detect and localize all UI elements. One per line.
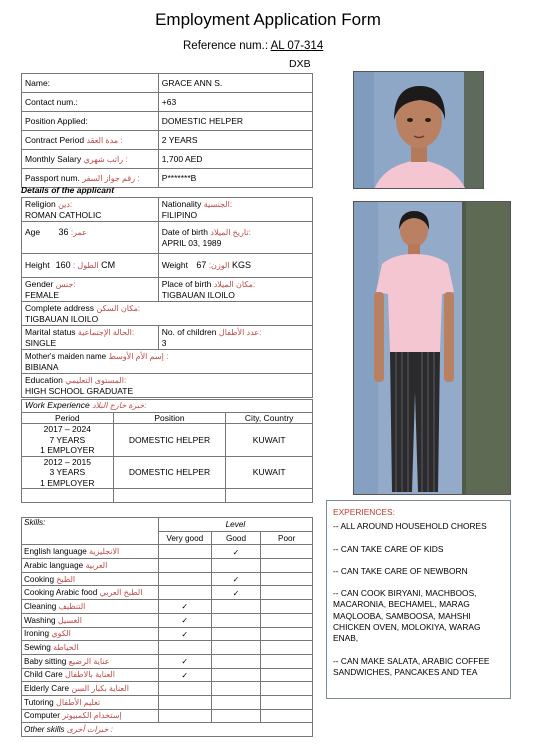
height-cell: Height الطول : 160 CM [22, 254, 159, 278]
reference-line [183, 40, 323, 52]
skill-level-poor [261, 545, 313, 559]
skill-row [22, 572, 313, 586]
skill-row [22, 682, 313, 696]
experience-item: -- CAN COOK BIRYANI, MACHBOOS, MACARONIA, BECHAMEL, MARAG MAQLOOBA, SAMBOOSA, MAHSHI CHICKEN OVEN, MOLOKIYA, WARAG ENAB, [333, 588, 481, 644]
skill-row [22, 709, 313, 723]
skill-name: Washing الغسيل [22, 613, 159, 627]
applicant-full-body-photo [353, 201, 511, 495]
skill-level-poor [261, 600, 313, 614]
form-title: Employment Application Form [155, 10, 381, 29]
skill-level-very-good [158, 572, 211, 586]
passport-value: P*******B [158, 169, 312, 188]
skill-level-poor [261, 641, 313, 655]
education-cell: Education المستوى التعليمي: HIGH SCHOOL GRADUATE [22, 374, 313, 398]
skill-row [22, 695, 313, 709]
skill-row [22, 627, 313, 641]
work-row [22, 424, 313, 457]
full-body-illustration [354, 202, 511, 495]
skill-row [22, 613, 313, 627]
col-city: City, Country [226, 412, 313, 424]
marital-cell: Marital status الحالة الإجتماعية: SINGLE [22, 326, 159, 350]
skill-level-poor [261, 709, 313, 723]
mother-cell: Mother's maiden name إسم الأم الأوسط : BIBIANA [22, 350, 313, 374]
skill-level-poor [261, 627, 313, 641]
skill-level-very-good [158, 654, 211, 668]
reference-label: Reference num.: [183, 40, 269, 52]
contract-label: Contract Period مدة العقد : [22, 131, 159, 150]
salary-label: Monthly Salary راتب شهري : [22, 150, 159, 169]
children-cell: No. of children عدد الأطفال: 3 [158, 326, 312, 350]
skill-level-very-good [158, 600, 211, 614]
work-position: DOMESTIC HELPER [113, 424, 226, 457]
skill-level-poor [261, 654, 313, 668]
contact-value: +63 [158, 93, 312, 112]
children-value: 3 [161, 338, 167, 348]
skill-level-good [211, 586, 261, 600]
skill-level-good [211, 641, 261, 655]
gender-cell: Gender جنس: FEMALE [22, 278, 159, 302]
skill-row [22, 600, 313, 614]
applicant-portrait-photo [353, 71, 484, 189]
basic-row-contract [22, 131, 313, 150]
gender-value: FEMALE [25, 290, 60, 300]
contact-label: Contact num.: [22, 93, 159, 112]
skill-level-good [211, 600, 261, 614]
skill-level-very-good [158, 682, 211, 696]
level-heading: Level [158, 518, 312, 532]
col-poor: Poor [261, 531, 313, 545]
religion-cell: Religion دين: ROMAN CATHOLIC [22, 198, 159, 222]
check-icon: ✓ [181, 602, 189, 612]
skill-rows [22, 545, 313, 723]
applicant-details-heading: Details of the applicant [21, 185, 115, 195]
skill-name: Computer إستخدام الكمبيوتر [22, 709, 159, 723]
col-very-good: Very good [158, 531, 211, 545]
age-cell: Age عمر: 36 [22, 222, 159, 254]
skill-level-poor [261, 668, 313, 682]
skill-level-good [211, 695, 261, 709]
check-icon: ✓ [181, 657, 189, 667]
skill-level-good [211, 627, 261, 641]
address-cell: Complete address مكان السكن: TIGBAUAN ILOILO [22, 302, 313, 326]
skill-level-very-good [158, 641, 211, 655]
skill-level-very-good [158, 586, 211, 600]
branch-code: DXB [289, 58, 311, 70]
skill-name: Cooking Arabic food الطبخ العربي [22, 586, 159, 600]
contract-value: 2 YEARS [158, 131, 312, 150]
col-period: Period [22, 412, 114, 424]
dob-value: APRIL 03, 1989 [161, 238, 222, 248]
name-label: Name: [22, 74, 159, 93]
skill-level-very-good [158, 613, 211, 627]
weight-cell: Weight الوزن: 67 KGS [158, 254, 312, 278]
basic-row-salary [22, 150, 313, 169]
skill-level-very-good [158, 695, 211, 709]
skill-name: English language الانجليزية [22, 545, 159, 559]
experiences-heading: EXPERIENCES: [333, 507, 395, 517]
skill-level-good [211, 559, 261, 573]
work-heading: Work Experience خبرة خارج البلاد: [22, 400, 313, 413]
pob-cell: Place of birth مكان الميلاد: TIGBAUAN ILOILO [158, 278, 312, 302]
skill-level-poor [261, 586, 313, 600]
passport-label: Passport num. رقم جواز السفر : [22, 169, 159, 188]
work-row [22, 456, 313, 489]
work-position: DOMESTIC HELPER [113, 456, 226, 489]
skill-level-good [211, 682, 261, 696]
salary-label-ar: راتب شهري : [83, 155, 128, 164]
skill-level-poor [261, 572, 313, 586]
nationality-value: FILIPINO [161, 210, 198, 220]
religion-value: ROMAN CATHOLIC [25, 210, 102, 220]
experience-item: -- CAN TAKE CARE OF KIDS [333, 543, 444, 554]
position-label: Position Applied: [22, 112, 159, 131]
skill-name: Child Care العناية بالاطفال [22, 668, 159, 682]
dob-cell: Date of birth تاريخ الميلاد: APRIL 03, 1989 [158, 222, 312, 254]
skill-name: Tutoring تعليم الأطفال [22, 695, 159, 709]
skill-row [22, 586, 313, 600]
skill-name: Cooking الطبخ [22, 572, 159, 586]
address-value: TIGBAUAN ILOILO [25, 314, 99, 324]
passport-label-ar: رقم جواز السفر : [82, 174, 140, 183]
skill-level-very-good [158, 709, 211, 723]
check-icon: ✓ [232, 575, 240, 585]
work-period: 2012 – 2015 3 YEARS 1 EMPLOYER [22, 456, 114, 489]
skills-heading: Skills: [22, 518, 159, 545]
basic-row-position [22, 112, 313, 131]
skill-level-poor [261, 682, 313, 696]
work-experience-table [21, 399, 313, 503]
skill-level-poor [261, 695, 313, 709]
col-good: Good [211, 531, 261, 545]
basic-row-contact [22, 93, 313, 112]
reference-number: AL 07-314 [270, 40, 324, 52]
skill-level-good [211, 709, 261, 723]
experiences-box [326, 500, 511, 699]
height-value: 160 CM [55, 260, 116, 270]
work-period: 2017 – 2024 7 YEARS 1 EMPLOYER [22, 424, 114, 457]
skill-name: Cleaning التنظيف [22, 600, 159, 614]
other-skills: Other skills خبرات أخرى : [22, 723, 313, 737]
skill-row [22, 545, 313, 559]
check-icon: ✓ [232, 547, 240, 557]
basic-row-name [22, 74, 313, 93]
check-icon: ✓ [181, 616, 189, 626]
check-icon: ✓ [181, 670, 189, 680]
applicant-details-table [21, 197, 313, 398]
skill-name: Elderly Care العناية بكبار السن [22, 682, 159, 696]
skill-level-good [211, 545, 261, 559]
skill-level-good [211, 613, 261, 627]
skill-row [22, 641, 313, 655]
age-value: 36 [58, 227, 69, 237]
skill-row [22, 668, 313, 682]
marital-value: SINGLE [25, 338, 57, 348]
work-city: KUWAIT [226, 424, 313, 457]
weight-value: 67 KGS [196, 260, 252, 270]
skill-level-very-good [158, 627, 211, 641]
skill-level-good [211, 654, 261, 668]
skill-name: Baby sitting عناية الرضيع [22, 654, 159, 668]
skills-table [21, 517, 313, 737]
skill-row [22, 559, 313, 573]
pob-value: TIGBAUAN ILOILO [161, 290, 235, 300]
salary-value: 1,700 AED [158, 150, 312, 169]
skill-level-poor [261, 613, 313, 627]
experience-item: -- ALL AROUND HOUSEHOLD CHORES [333, 521, 487, 532]
position-value: DOMESTIC HELPER [158, 112, 312, 131]
mother-value: BIBIANA [25, 362, 59, 372]
check-icon: ✓ [181, 629, 189, 639]
basic-info-table [21, 73, 313, 188]
name-value: GRACE ANN S. [158, 74, 312, 93]
work-city: KUWAIT [226, 456, 313, 489]
col-position: Position [113, 412, 226, 424]
skill-name: Sewing الخياطة [22, 641, 159, 655]
nationality-cell: Nationality الجنسية: FILIPINO [158, 198, 312, 222]
education-value: HIGH SCHOOL GRADUATE [25, 386, 134, 396]
skill-level-good [211, 668, 261, 682]
experience-item: -- CAN TAKE CARE OF NEWBORN [333, 565, 468, 576]
skill-level-very-good [158, 545, 211, 559]
skill-level-poor [261, 559, 313, 573]
skill-row [22, 654, 313, 668]
contract-label-ar: مدة العقد : [86, 136, 123, 145]
skill-name: Arabic language العربية [22, 559, 159, 573]
skill-level-very-good [158, 559, 211, 573]
skill-level-good [211, 572, 261, 586]
check-icon: ✓ [232, 588, 240, 598]
skill-name: Ironing الكوي [22, 627, 159, 641]
skill-level-very-good [158, 668, 211, 682]
experience-item: -- CAN MAKE SALATA, ARABIC COFFEE SANDWICHES, PANCAKES AND TEA [333, 655, 490, 677]
portrait-illustration [354, 72, 484, 189]
